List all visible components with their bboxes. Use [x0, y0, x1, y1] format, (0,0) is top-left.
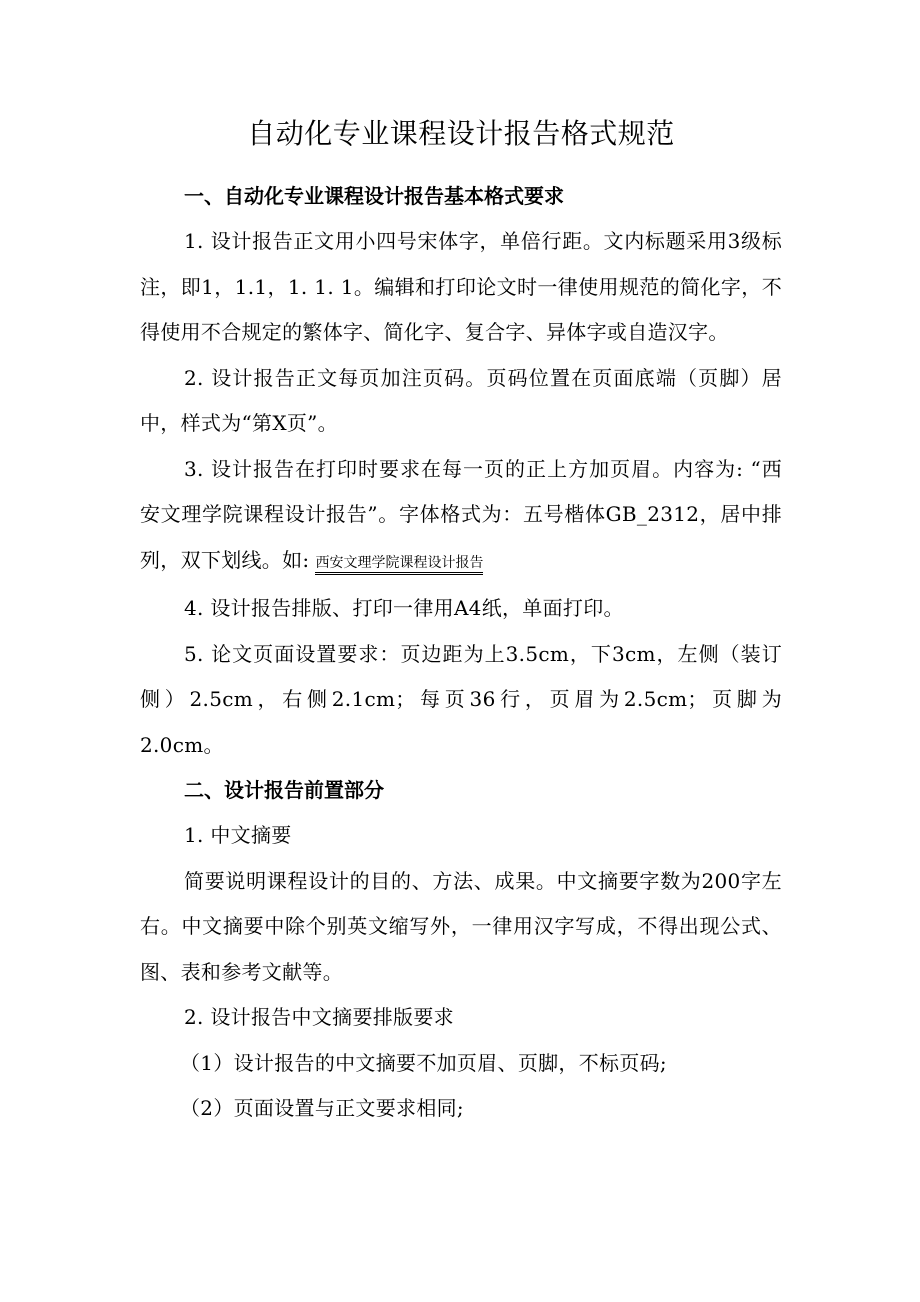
header-rules-text: 3. 设计报告在打印时要求在每一页的正上方加页眉。内容为: “西安文理学院课程设计报告”。字体格式为：五号楷体GB_2312，居中排列，双下划线。如: [140, 456, 782, 572]
paragraph-body-font-rules: 1. 设计报告正文用小四号宋体字，单倍行距。文内标题采用3级标注，即1，1.1，1. 1. 1。编辑和打印论文时一律使用规范的简化字，不得使用不合规定的繁体字、简化字、复合字、异体字或自造汉字。 [140, 229, 782, 344]
paragraph-header-rules [140, 447, 782, 587]
paragraph-paper-rules: 4. 设计报告排版、打印一律用A4纸，单面打印。 [184, 596, 624, 620]
section-heading-front-matter: 二、设计报告前置部分 [184, 778, 384, 802]
document-title: 自动化专业课程设计报告格式规范 [247, 117, 675, 150]
paragraph-abstract-description: 简要说明课程设计的目的、方法、成果。中文摘要字数为200字左右。中文摘要中除个别英文缩写外，一律用汉字写成，不得出现公式、图、表和参考文献等。 [140, 868, 782, 984]
section-heading-basic-format: 一、自动化专业课程设计报告基本格式要求 [184, 184, 564, 208]
header-example: 西安文理学院课程设计报告 [315, 555, 483, 575]
paragraph-margin-rules: 5. 论文页面设置要求：页边距为上3.5cm，下3cm，左侧（装订侧）2.5cm，右侧2.1cm；每页36行，页眉为2.5cm；页脚为2.0cm。 [140, 641, 782, 757]
subheading-abstract-layout: 2. 设计报告中文摘要排版要求 [184, 1005, 454, 1029]
rule-page-setup: （2）页面设置与正文要求相同; [180, 1096, 464, 1120]
subheading-chinese-abstract: 1. 中文摘要 [184, 823, 292, 847]
rule-no-header-footer: （1）设计报告的中文摘要不加页眉、页脚，不标页码; [180, 1050, 667, 1075]
paragraph-page-number-rules: 2. 设计报告正文每页加注页码。页码位置在页面底端（页脚）居中，样式为“第X页”。 [140, 365, 782, 435]
